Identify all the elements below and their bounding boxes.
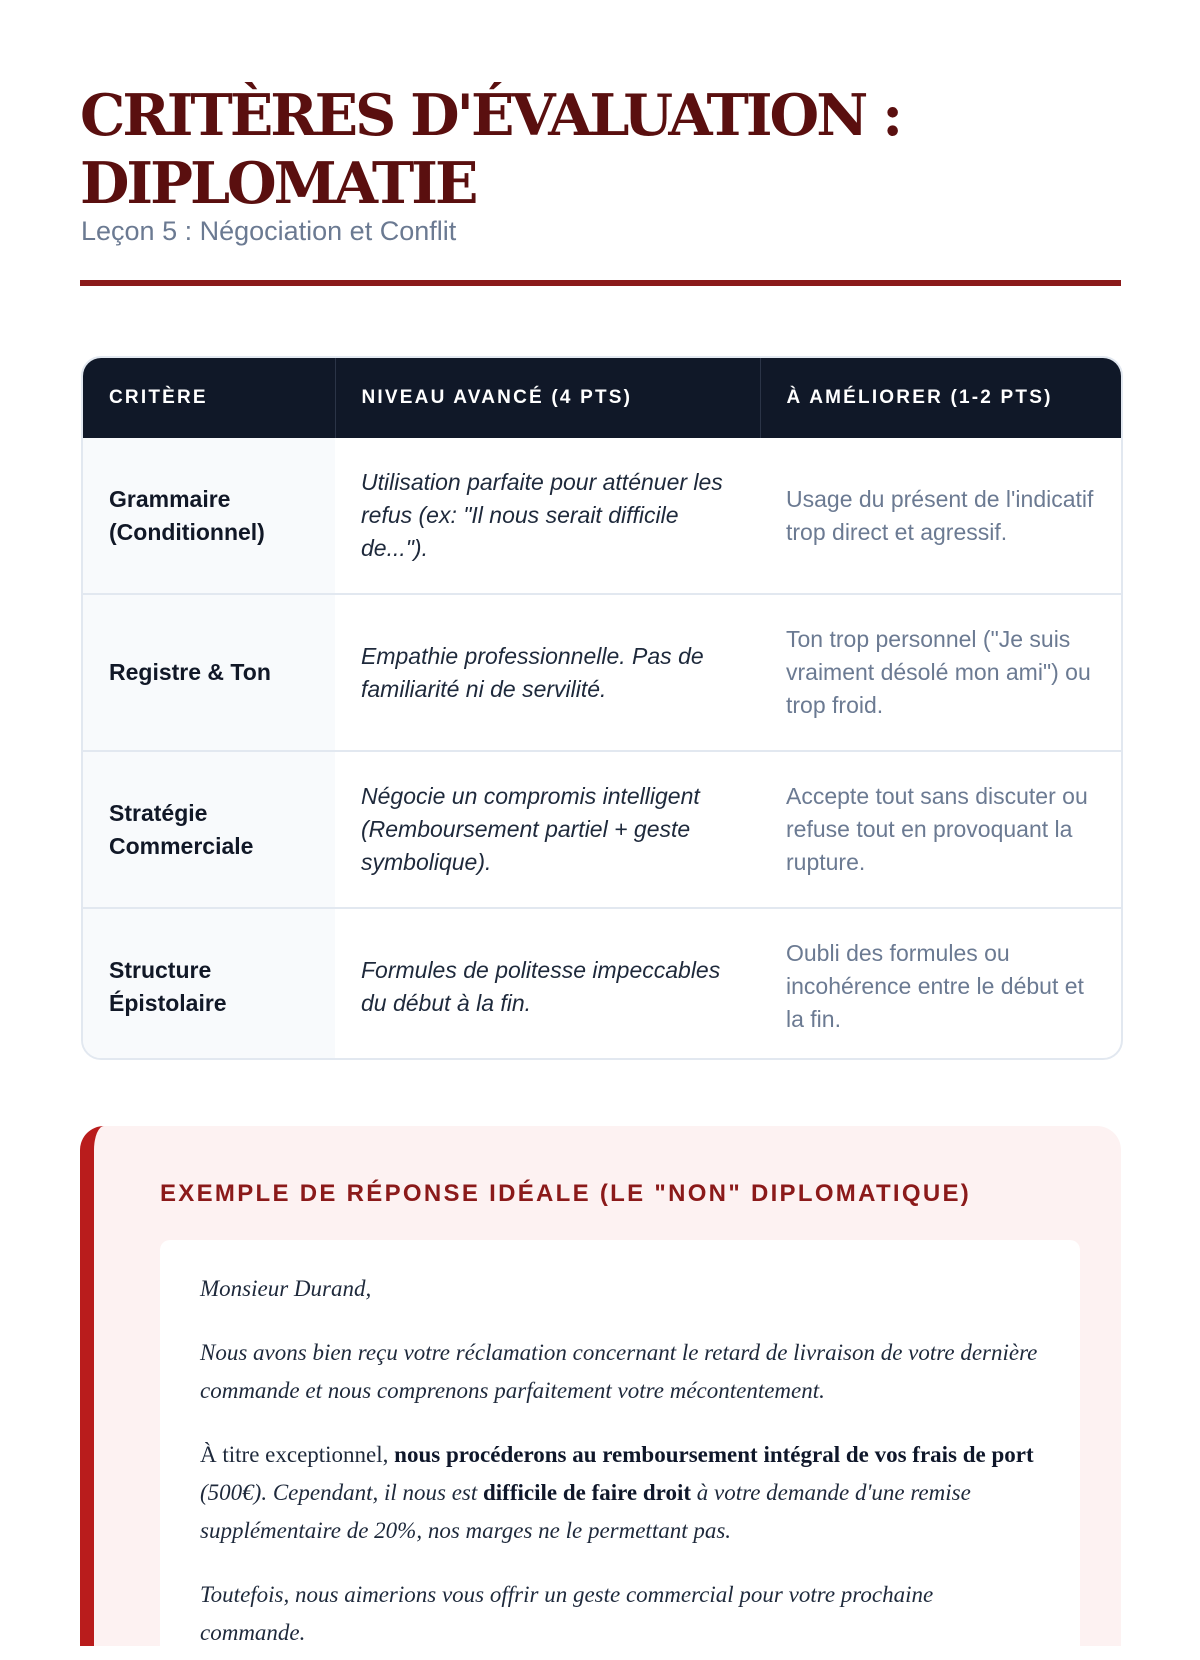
title-divider — [80, 280, 1121, 286]
example-callout — [80, 1126, 1121, 1646]
letter-paragraph-1: Nous avons bien reçu votre réclamation concernant le retard de livraison de votre dernière commande et nous comprenons parfaitement votre mécontentement. — [200, 1340, 1038, 1403]
page-title-line-1: CRITÈRES D'ÉVALUATION : — [80, 82, 901, 149]
improve-cell: Accepte tout sans discuter ou refuse tout en provoquant la rupture. — [760, 751, 1121, 908]
table-body — [83, 438, 1121, 1060]
criterion-cell: Structure Épistolaire — [83, 908, 335, 1060]
criteria-table-card — [81, 356, 1123, 1060]
advanced-cell: Utilisation parfaite pour atténuer les refus (ex: "Il nous serait difficile de..."). — [361, 469, 723, 561]
example-letter — [160, 1240, 1080, 1660]
criterion-cell: Grammaire (Conditionnel) — [83, 438, 335, 594]
column-header-criterion: CRITÈRE — [83, 358, 335, 438]
letter-p2-text-1: À titre exceptionnel, — [200, 1442, 389, 1467]
page-title-line-2: DIPLOMATIE — [80, 150, 476, 217]
column-header-improve: À AMÉLIORER (1-2 PTS) — [760, 358, 1121, 438]
table-row — [83, 908, 1121, 1060]
table-row — [83, 594, 1121, 751]
example-title: EXEMPLE DE RÉPONSE IDÉALE (LE "NON" DIPLOMATIQUE) — [160, 1180, 972, 1207]
page-title — [80, 82, 1120, 218]
letter-salutation: Monsieur Durand, — [200, 1276, 372, 1301]
letter-p2-bold-1: nous procéderons au remboursement intégral de vos frais de port — [394, 1442, 1034, 1467]
table-row — [83, 751, 1121, 908]
improve-cell: Ton trop personnel ("Je suis vraiment désolé mon ami") ou trop froid. — [760, 594, 1121, 751]
criterion-cell: Stratégie Commerciale — [83, 751, 335, 908]
table-header-row — [83, 358, 1121, 438]
improve-cell: Usage du présent de l'indicatif trop direct et agressif. — [786, 485, 1094, 545]
improve-cell: Oubli des formules ou incohérence entre le début et la fin. — [760, 908, 1121, 1060]
table-header — [83, 358, 1121, 438]
criteria-table — [83, 358, 1121, 1060]
letter-p2-bold-2: difficile de faire droit — [483, 1480, 692, 1505]
letter-p2-text-3: à votre demande d'une remise supplémentaire de 20%, nos marges ne le permettant pas. — [200, 1480, 971, 1543]
table-row — [83, 438, 1121, 594]
letter-paragraph-3: Toutefois, nous aimerions vous offrir un geste commercial pour votre prochaine commande. — [200, 1582, 934, 1645]
advanced-cell: Négocie un compromis intelligent (Remboursement partiel + geste symbolique). — [335, 751, 760, 908]
advanced-cell: Formules de politesse impeccables du début à la fin. — [335, 908, 760, 1060]
letter-p2-text-2: (500€). Cependant, il nous est — [200, 1480, 478, 1505]
letter-paragraph-2 — [200, 1436, 1040, 1550]
criterion-cell: Registre & Ton — [83, 594, 335, 751]
advanced-cell: Empathie professionnelle. Pas de familiarité ni de servilité. — [335, 594, 760, 751]
column-header-advanced: NIVEAU AVANCÉ (4 PTS) — [335, 358, 760, 438]
page-subtitle: Leçon 5 : Négociation et Conflit — [81, 216, 457, 246]
